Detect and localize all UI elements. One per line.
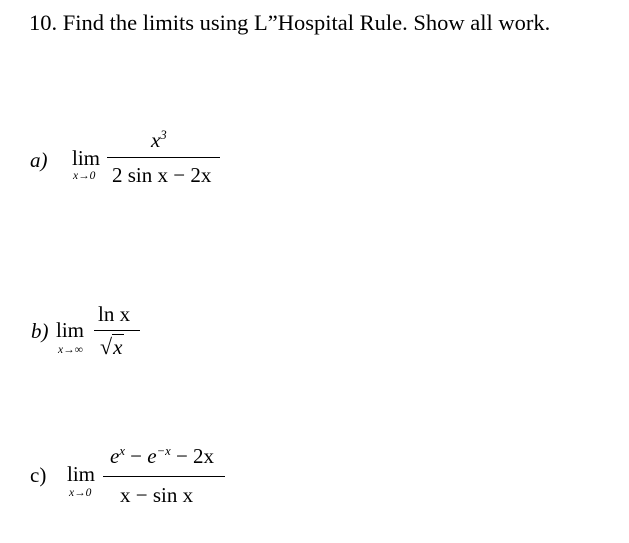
problem-a-lim: lim — [72, 146, 101, 170]
problem-a-fraction-bar — [107, 157, 220, 158]
problem-c-fraction-bar — [103, 476, 225, 477]
problem-a-label: a) — [30, 148, 48, 172]
problem-a-numerator: $x^3$ — [151, 127, 167, 152]
problem-b-lim: lim — [56, 318, 85, 342]
problem-heading: 10. Find the limits using L”Hospital Rule. Show all work. — [29, 10, 551, 35]
problem-b-numerator: ln x — [98, 302, 131, 326]
problem-c-denominator: x − sin x — [120, 483, 194, 507]
problem-b-fraction-bar — [94, 330, 140, 331]
problem-b-subscript: x→∞ — [58, 344, 83, 356]
problem-a-denominator: 2 sin x − 2x — [112, 163, 212, 187]
problem-b-label: b) — [31, 319, 49, 343]
problem-b-denominator: √x — [100, 334, 123, 359]
problem-a-subscript: x→0 — [73, 170, 96, 182]
problem-c-lim: lim — [67, 462, 96, 486]
problem-c-label: c) — [30, 463, 47, 487]
problem-c-subscript: x→0 — [69, 487, 92, 499]
square-root-icon: √ — [100, 334, 113, 359]
problem-c-numerator: $e^x - e^{-x} - 2x$ — [110, 443, 215, 468]
